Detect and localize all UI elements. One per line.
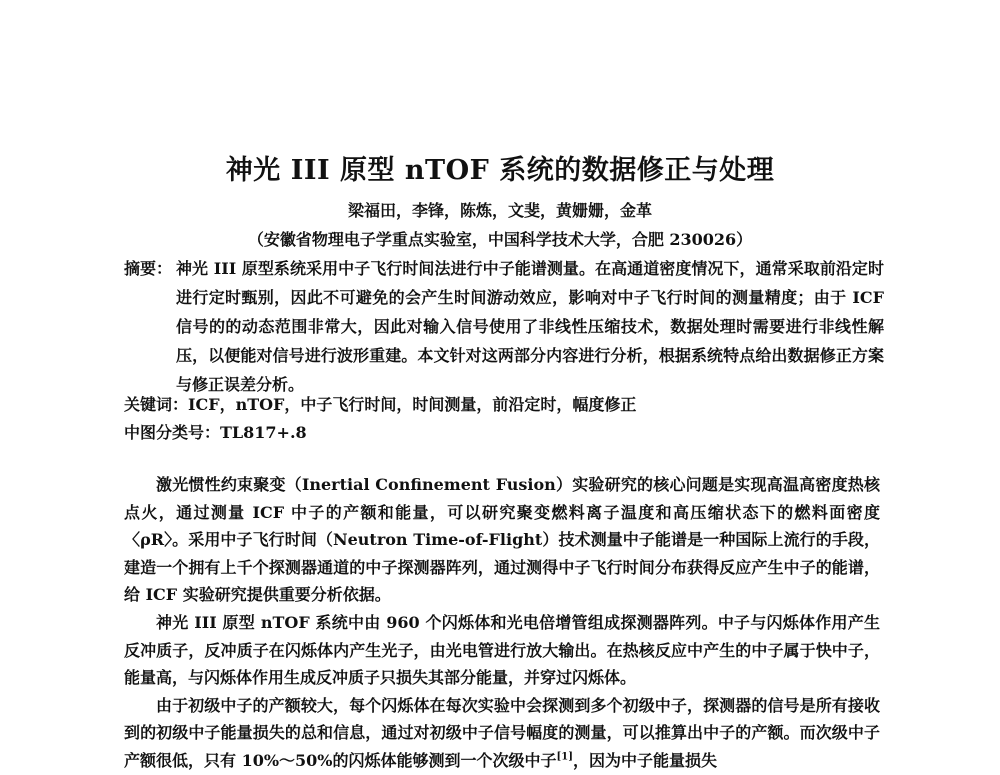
abstract-text: 神光 III 原型系统采用中子飞行时间法进行中子能谱测量。在高通道密度情况下，通常采取前沿定时进行定时甄别，因此不可避免的会产生时间游动效应，影响对中子飞行时间的测量精度；由于 ICF 信号的的动态范围非常大，因此对输入信号使用了非线性压缩技术，数据处理时需要进行非线性解压，以便能对信号进行波形重建。本文针对这两部分内容进行分析，根据系统特点给出数据修正方案与修正误差分析。: [176, 259, 884, 394]
paragraph-1: 激光惯性约束聚变（Inertial Confinement Fusion）实验研究的核心问题是实现高温高密度热核点火，通过测量 ICF 中子的产额和能量，可以研究聚变燃料离子温度和高压缩状态下的燃料面密度〈ρR〉。采用中子飞行时间（Neutron Time-of-Flight）技术测量中子能谱是一种国际上流行的手段，建造一个拥有上千个探测器通道的中子探测器阵列，通过测得中子飞行时间分布获得反应产生中子的能谱，给 ICF 实验研究提供重要分析依据。: [124, 475, 880, 605]
author-list: 梁福田，李锋，陈炼，文斐，黄姗姗，金革: [347, 201, 652, 220]
paper-title: 神光 III 原型 nTOF 系统的数据修正与处理: [225, 155, 775, 186]
body-text: [124, 471, 880, 775]
paragraph-3-text: 由于初级中子的产额较大，每个闪烁体在每次实验中会探测到多个初级中子，探测器的信号是所有接收到的初级中子能量损失的总和信息，通过对初级中子信号幅度的测量，可以推算出中子的产额。而次级中子产额很低，只有 10%～50%的闪烁体能够测到一个次级中子: [124, 695, 880, 770]
paragraph-2: 神光 III 原型 nTOF 系统中由 960 个闪烁体和光电倍增管组成探测器阵列。中子与闪烁体作用产生反冲质子，反冲质子在闪烁体内产生光子，由光电管进行放大输出。在热核反应中产生的中子属于快中子，能量高，与闪烁体作用生成反冲质子只损失其部分能量，并穿过闪烁体。: [124, 612, 880, 688]
affiliation: （安徽省物理电子学重点实验室，中国科学技术大学，合肥 230026）: [247, 230, 753, 249]
abstract: [124, 254, 884, 399]
classification-number: 中图分类号：TL817+.8: [124, 423, 307, 442]
abstract-label: 摘要：: [124, 259, 173, 278]
keywords: 关键词：ICF，nTOF，中子飞行时间，时间测量，前沿定时，幅度修正: [124, 395, 637, 414]
citation-ref: [1]: [556, 751, 573, 763]
paragraph-3: [124, 692, 880, 775]
paragraph-3-tail: ，因为中子能量损失: [572, 750, 717, 770]
